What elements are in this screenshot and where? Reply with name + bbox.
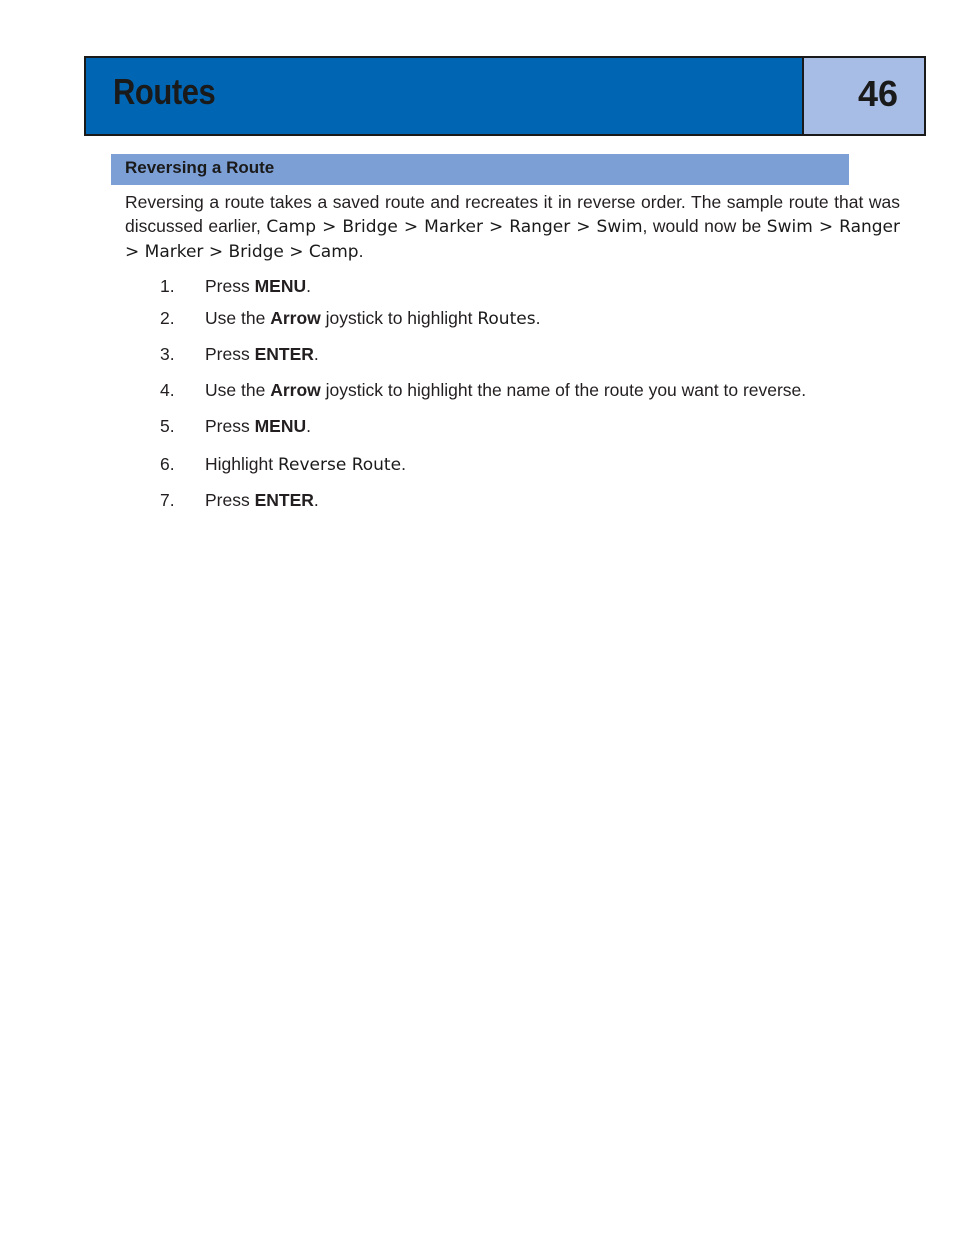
step-item bbox=[160, 378, 806, 402]
step-number: 7. bbox=[160, 490, 175, 510]
step-item bbox=[160, 452, 406, 477]
route-reverse: Swim > Ranger > Marker > Bridge > Camp bbox=[125, 217, 900, 262]
step-item bbox=[160, 306, 540, 331]
step-text: joystick to highlight the name of the route you want to reverse. bbox=[320, 380, 807, 400]
step-text: Press bbox=[205, 416, 255, 436]
section-title: Reversing a Route bbox=[125, 158, 275, 177]
step-key: ENTER bbox=[254, 490, 314, 510]
intro-text-3: . bbox=[358, 241, 364, 261]
step-item bbox=[160, 488, 319, 512]
intro-paragraph bbox=[125, 190, 900, 264]
step-key: Arrow bbox=[270, 380, 321, 400]
step-key: ENTER bbox=[254, 344, 314, 364]
step-menu-item: Reverse Route bbox=[277, 455, 402, 475]
step-text: . bbox=[306, 416, 312, 436]
step-key: MENU bbox=[254, 276, 307, 296]
step-text: . bbox=[306, 276, 312, 296]
step-key: Arrow bbox=[270, 308, 321, 328]
step-key: MENU bbox=[254, 416, 307, 436]
step-text: Highlight bbox=[205, 454, 278, 474]
page-number-box bbox=[802, 58, 924, 134]
step-text: . bbox=[313, 490, 319, 510]
step-text: . bbox=[313, 344, 319, 364]
step-number: 4. bbox=[160, 380, 175, 400]
step-number: 5. bbox=[160, 416, 175, 436]
step-number: 3. bbox=[160, 344, 175, 364]
route-forward: Camp > Bridge > Marker > Ranger > Swim bbox=[266, 217, 643, 237]
intro-text-2: , would now be bbox=[642, 216, 767, 236]
intro-text-1: Reversing a route takes a saved route and recreates it in reverse order. The sample route that was discussed earlier, bbox=[125, 192, 900, 236]
page-number: 46 bbox=[857, 73, 898, 114]
step-item bbox=[160, 274, 311, 298]
chapter-title: Routes bbox=[113, 71, 216, 112]
step-number: 6. bbox=[160, 454, 175, 474]
step-item bbox=[160, 414, 311, 438]
step-text: Use the bbox=[205, 308, 271, 328]
section-heading-bar bbox=[111, 154, 849, 185]
step-text: . bbox=[535, 308, 541, 328]
chapter-header bbox=[84, 56, 926, 136]
step-text: . bbox=[401, 454, 406, 474]
step-text: Use the bbox=[205, 380, 271, 400]
step-item bbox=[160, 342, 319, 366]
step-text: joystick to highlight bbox=[320, 308, 478, 328]
step-menu-item: Routes bbox=[477, 309, 536, 329]
step-text: Press bbox=[205, 490, 255, 510]
step-text: Press bbox=[205, 276, 255, 296]
step-number: 1. bbox=[160, 276, 175, 296]
step-text: Press bbox=[205, 344, 255, 364]
step-number: 2. bbox=[160, 308, 175, 328]
